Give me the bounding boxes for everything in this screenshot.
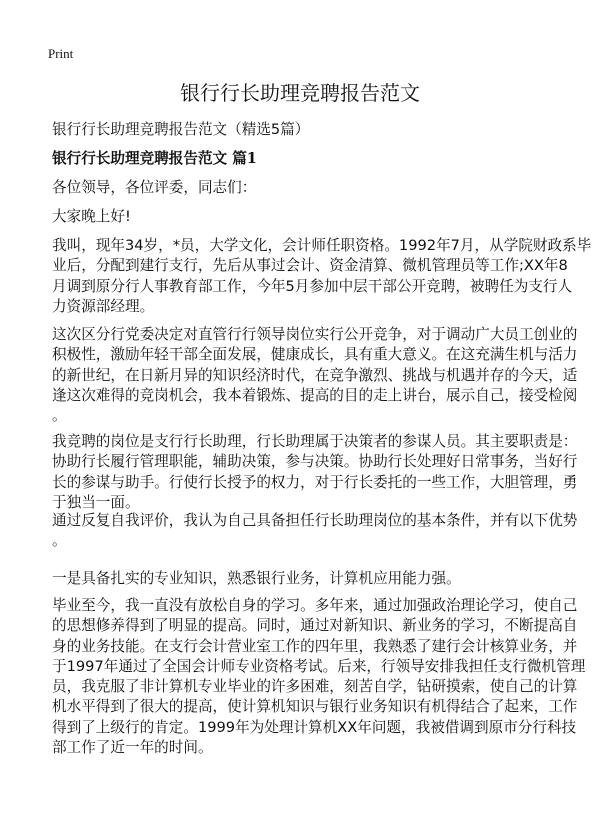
paragraph-line: 协助行长履行管理职能，辅助决策，参与决策。协助行长处理好日常事务，当好行 — [52, 453, 578, 471]
paragraph — [52, 569, 562, 589]
paragraph-line: 长的参谋与助手。行使行长授予的权力，对于行长委托的一些工作，大胆管理，勇 — [52, 473, 578, 491]
paragraph-line: 积极性，激励年轻干部全面发展，健康成长，具有重大意义。在这充满生机与活力 — [52, 346, 578, 364]
paragraph-line: 于独当一面。 — [52, 493, 140, 511]
section-heading: 银行行长助理竞聘报告范文 篇1 — [52, 150, 257, 167]
document-title: 银行行长助理竞聘报告范文 — [180, 81, 420, 105]
paragraph-line: 机水平得到了很大的提高，使计算机知识与银行业务知识有机得结合了起来，工作 — [52, 698, 578, 716]
paragraph-line: 。 — [52, 532, 67, 550]
paragraph-line: 的思想修养得到了明显的提高。同时，通过对新知识、新业务的学习，不断提高自 — [52, 617, 578, 635]
paragraph-line: 通过反复自我评价，我认为自己具备担任行长助理岗位的基本条件，并有以下优势 — [52, 512, 578, 529]
paragraph-line: 得到了上级行的肯定。1999年为处理计算机XX年问题，我被借调到原市分行科技 — [52, 718, 577, 736]
paragraph-line: 我叫，现年34岁，*员，大学文化，会计师任职资格。1992年7月，从学院财政系毕 — [52, 237, 592, 254]
paragraph — [52, 432, 578, 513]
paragraph-line: 这次区分行党委决定对直管行行领导岗位实行公开竞争，对于调动广大员工创业的 — [52, 326, 578, 343]
paragraph-line: 毕业至今，我一直没有放松自身的学习。多年来，通过加强政治理论学习，使自己 — [52, 597, 578, 614]
paragraph — [52, 596, 586, 758]
paragraph-line: 身的业务技能。在支行会计营业室工作的四年里，我熟悉了建行会计核算业务，并 — [52, 637, 578, 655]
paragraph-line: 一是具备扎实的专业知识，熟悉银行业务，计算机应用能力强。 — [52, 570, 461, 587]
paragraph — [52, 511, 578, 552]
paragraph-line: 的新世纪，在日新月异的知识经济时代，在竞争激烈、挑战与机遇并存的今天，适 — [52, 366, 578, 384]
paragraph-line: 力资源部经理。 — [52, 297, 155, 315]
paragraph — [52, 325, 578, 426]
paragraph-line: 员，我克服了非计算机专业毕业的许多困难，刻苦自学，钻研摸索，使自己的计算 — [52, 678, 578, 696]
paragraph-line: 于1997年通过了全国会计师专业资格考试。后来，行领导安排我担任支行微机管理 — [52, 657, 586, 675]
paragraph-line: 我竞聘的岗位是支行行长助理，行长助理属于决策者的参谋人员。其主要职责是： — [52, 433, 578, 450]
greeting-line: 大家晚上好! — [52, 208, 131, 225]
paragraph-line: 逢这次难得的竞岗机会，我本着锻炼、提高的目的走上讲台，展示自己，接受检阅 — [52, 386, 578, 404]
paragraph-line: 业后，分配到建行支行，先后从事过会计、资金清算、微机管理员等工作;XX年8 — [52, 257, 568, 275]
paragraph — [52, 236, 592, 317]
paragraph-line: 。 — [52, 407, 67, 425]
greeting-line: 各位领导，各位评委，同志们： — [52, 179, 257, 196]
paragraph-line: 月调到原分行人事教育部工作，今年5月参加中层干部公开竞聘，被聘任为支行人 — [52, 277, 573, 295]
paragraph-line: 部工作了近一年的时间。 — [52, 739, 213, 757]
document-subtitle: 银行行长助理竞聘报告范文（精选5篇） — [52, 121, 310, 138]
print-link[interactable]: Print — [48, 46, 74, 61]
